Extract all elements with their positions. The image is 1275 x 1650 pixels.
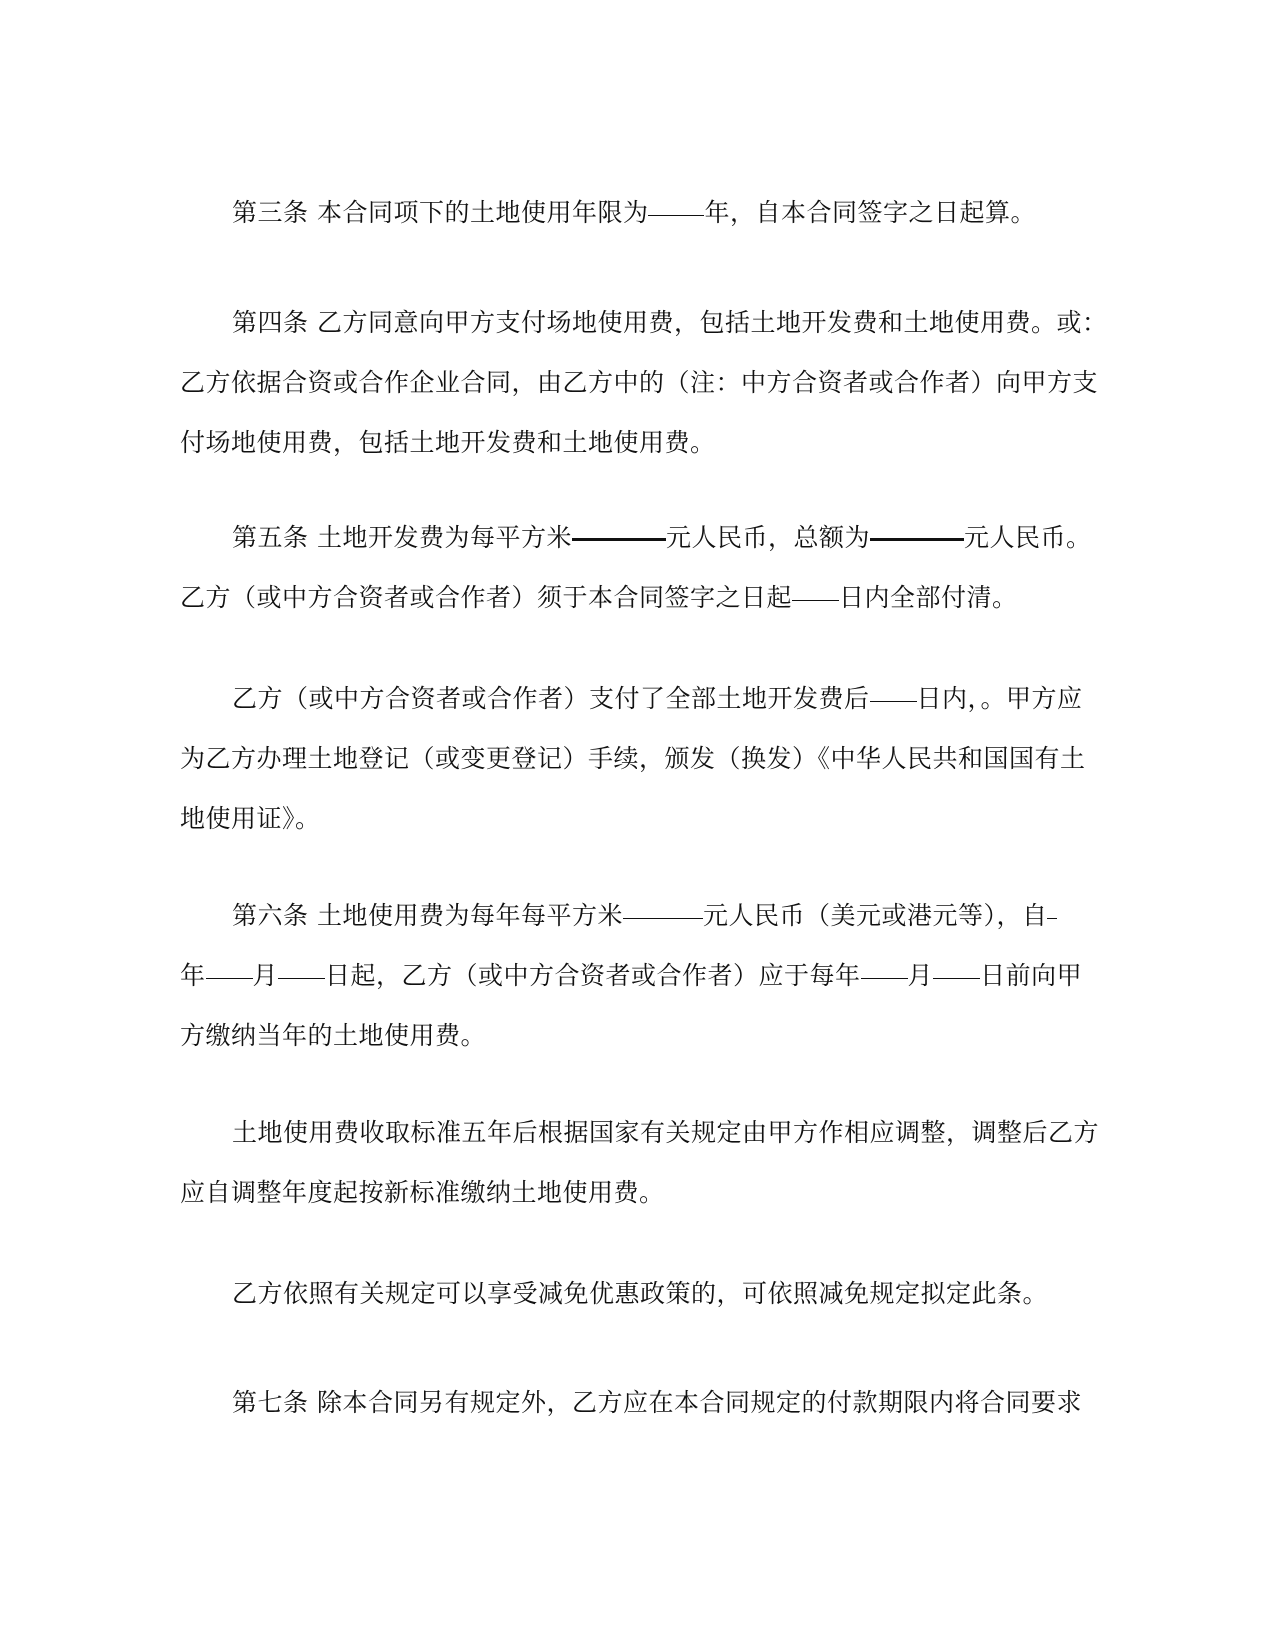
text: 日内全部付清。 <box>839 583 1018 612</box>
text: 第五条 土地开发费为每平方米 <box>232 523 572 552</box>
blank-day <box>278 977 325 979</box>
article-7 <box>180 1373 1080 1433</box>
paragraph-reduction <box>180 1264 1080 1324</box>
text: 地使用证》。 <box>180 804 321 833</box>
text: 应自调整年度起按新标准缴纳土地使用费。 <box>180 1178 665 1207</box>
text: 付场地使用费，包括土地开发费和土地使用费。 <box>180 428 716 457</box>
paragraph-registration <box>180 669 1086 849</box>
paragraph-adjustment <box>180 1103 1100 1223</box>
text: 月 <box>252 961 279 990</box>
article-5 <box>180 508 1092 628</box>
text: 日起，乙方（或中方合资者或合作者）应于每年 <box>325 961 861 990</box>
text: 第四条 乙方同意向甲方支付场地使用费，包括土地开发费和土地使用费。或： <box>232 308 1108 337</box>
text: 第六条 土地使用费为每年每平方米 <box>232 901 623 930</box>
text: 土地使用费收取标准五年后根据国家有关规定由甲方作相应调整，调整后乙方 <box>232 1118 1100 1147</box>
blank-use-fee <box>623 917 703 919</box>
text: 第三条 本合同项下的土地使用年限为 <box>232 198 649 227</box>
text: 为乙方办理土地登记（或变更登记）手续，颁发（换发）《中华人民共和国国有土 <box>180 744 1086 773</box>
text: 年 <box>180 961 206 990</box>
text: 日内，。甲方应 <box>916 684 1083 713</box>
text: 日前向甲 <box>980 961 1083 990</box>
text: 元人民币。 <box>963 523 1092 552</box>
blank-month <box>206 977 253 979</box>
blank-dev-fee-per-sqm <box>572 537 666 541</box>
blank-days <box>792 599 839 601</box>
text: 乙方依据合资或合作企业合同，由乙方中的（注：中方合资者或合作者）向甲方支 <box>180 368 1099 397</box>
article-3 <box>180 183 1080 243</box>
text: 方缴纳当年的土地使用费。 <box>180 1021 487 1050</box>
blank-days <box>870 700 917 702</box>
blank-years <box>648 214 704 216</box>
article-6 <box>180 886 1083 1066</box>
blank-dev-fee-total <box>870 537 964 541</box>
text: 第七条 除本合同另有规定外，乙方应在本合同规定的付款期限内将合同要求 <box>232 1388 1082 1417</box>
article-4 <box>180 293 1108 473</box>
blank-year <box>1047 917 1057 919</box>
text: 元人民币（美元或港元等），自 <box>702 901 1048 930</box>
text: 乙方（或中方合资者或合作者）支付了全部土地开发费后 <box>232 684 870 713</box>
text: 年，自本合同签字之日起算。 <box>704 198 1036 227</box>
text: 月 <box>907 961 934 990</box>
text: 乙方依照有关规定可以享受减免优惠政策的，可依照减免规定拟定此条。 <box>232 1279 1049 1308</box>
text: 乙方（或中方合资者或合作者）须于本合同签字之日起 <box>180 583 793 612</box>
blank-day <box>933 977 980 979</box>
text: 元人民币，总额为 <box>665 523 870 552</box>
blank-month <box>861 977 908 979</box>
